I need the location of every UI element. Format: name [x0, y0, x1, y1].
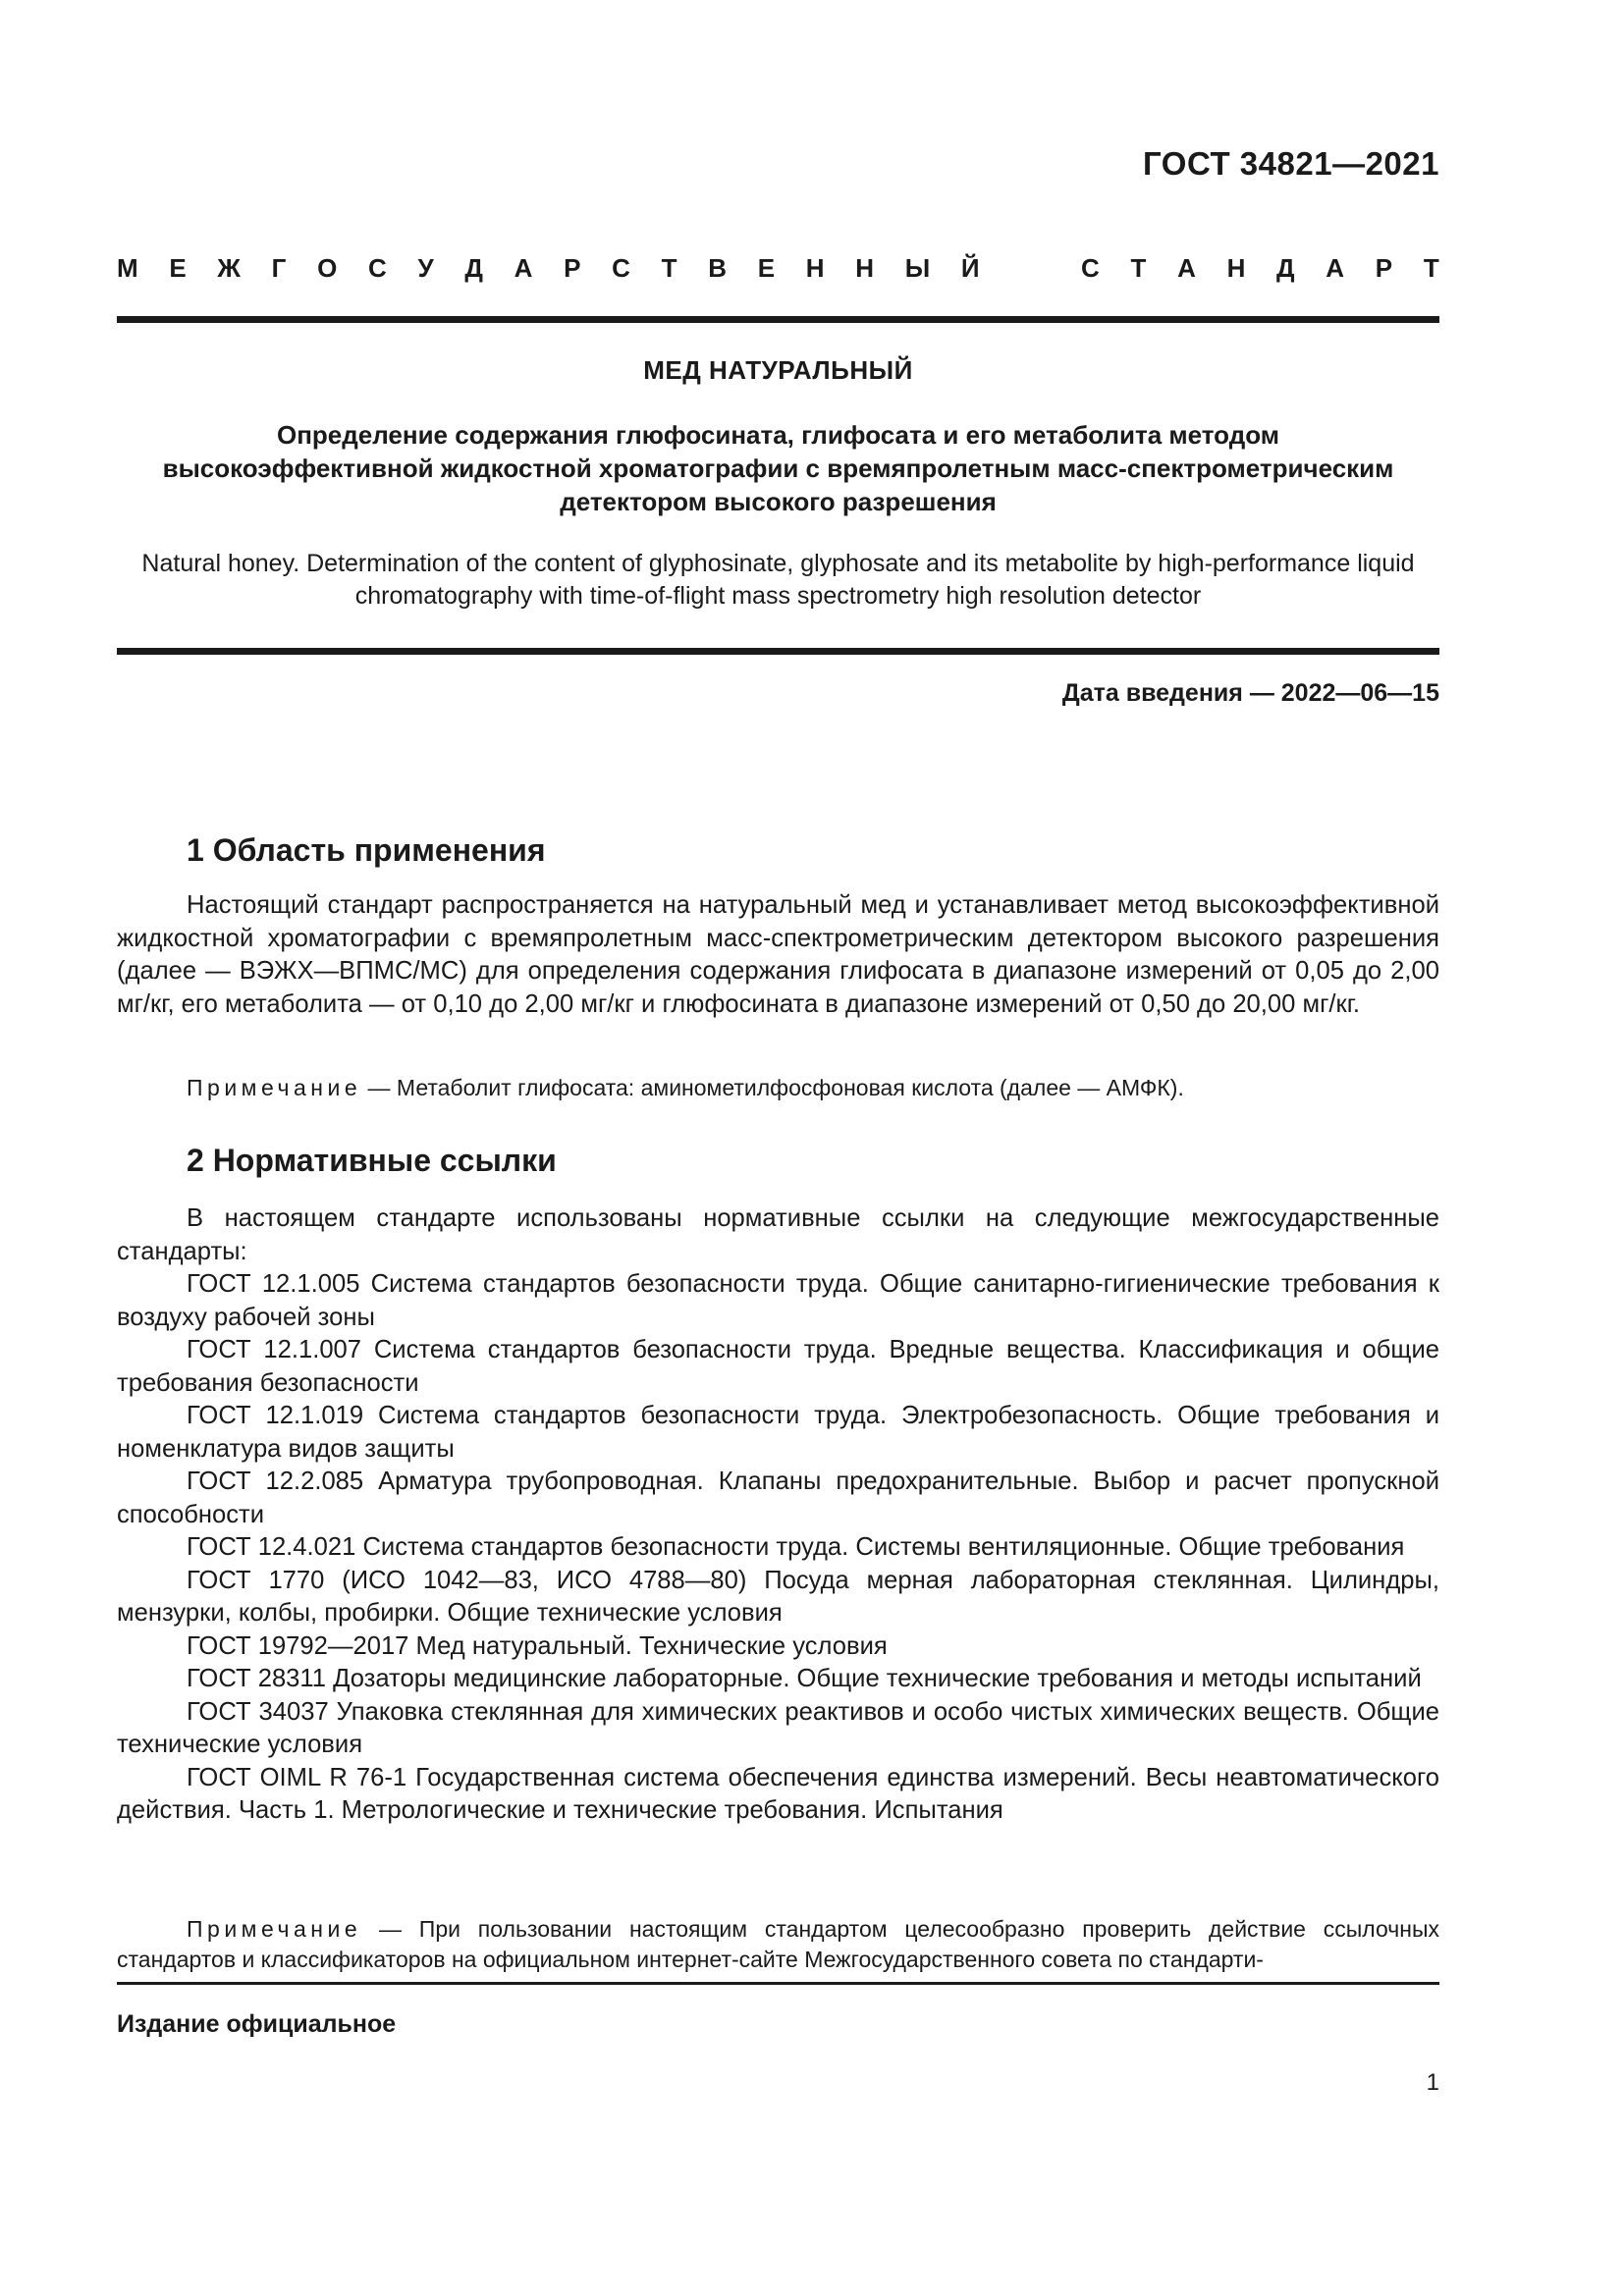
note-text: — Метаболит глифосата: аминометилфосфоновая кислота (далее — АМФК).	[361, 1075, 1184, 1100]
section-heading-references: 2 Нормативные ссылки	[187, 1143, 557, 1178]
scope-paragraph	[117, 889, 1439, 1021]
reference-item: ГОСТ 28311 Дозаторы медицинские лабораторные. Общие технические требования и методы испытаний	[187, 1665, 1422, 1692]
subtitle-line: Определение содержания глюфосината, глифосата и его метаболита методом	[277, 420, 1279, 450]
title-rule	[117, 648, 1439, 655]
interstate-letter: Н	[805, 253, 825, 283]
reference-item: ГОСТ 12.2.085 Арматура трубопроводная. Клапаны предохранительные. Выбор и расчет пропускной способности	[117, 1468, 1439, 1528]
document-title: МЕД НАТУРАЛЬНЫЙ	[643, 355, 913, 385]
interstate-letter: Й	[960, 253, 980, 283]
page-number: 1	[1426, 2069, 1439, 2096]
subtitle-line: высокоэффективной жидкостной хроматографии с времяпролетным масс-спектрометрическим	[162, 454, 1394, 483]
subtitle-line: детектором высокого разрешения	[560, 487, 997, 516]
references-intro: В настоящем стандарте использованы нормативные ссылки на следующие межгосударственные стандарты:	[117, 1204, 1439, 1265]
reference-item: ГОСТ 12.1.019 Система стандартов безопасности труда. Электробезопасность. Общие требования и номенклатура видов защиты	[117, 1402, 1439, 1463]
interstate-letter: Ж	[217, 253, 241, 283]
header-rule	[117, 316, 1439, 323]
word-gap	[1010, 253, 1050, 284]
interstate-letter: Г	[271, 253, 287, 283]
interstate-letter: Т	[1423, 253, 1439, 283]
interstate-letter: А	[1326, 253, 1345, 283]
reference-item: ГОСТ 12.1.007 Система стандартов безопасности труда. Вредные вещества. Классификация и общие требования безопасности	[117, 1336, 1439, 1397]
interstate-letter: Н	[855, 253, 875, 283]
reference-item: ГОСТ 12.4.021 Система стандартов безопасности труда. Системы вентиляционные. Общие требования	[187, 1533, 1405, 1561]
interstate-letter: Р	[564, 253, 581, 283]
interstate-letter: С	[1081, 253, 1100, 283]
reference-item: ГОСТ 1770 (ИСО 1042—83, ИСО 4788—80) Посуда мерная лабораторная стеклянная. Цилиндры, мензурки, колбы, пробирки. Общие технические условия	[117, 1566, 1439, 1627]
standard-number: ГОСТ 34821—2021	[1143, 145, 1439, 182]
references-note	[117, 1914, 1439, 1975]
edition-label: Издание официальное	[117, 2010, 397, 2038]
english-title	[117, 548, 1439, 613]
english-title-line: Natural honey. Determination of the content of glyphosinate, glyphosate and its metabolite by high-performance liquid	[141, 550, 1415, 577]
reference-item: ГОСТ 34037 Упаковка стеклянная для химических реактивов и особо чистых химических веществ. Общие технические условия	[117, 1697, 1439, 1758]
interstate-letter: Ы	[904, 253, 931, 283]
note-label: Примечание	[187, 1075, 362, 1100]
interstate-letter: Р	[1375, 253, 1393, 283]
paragraph-text: Настоящий стандарт распространяется на натуральный мед и устанавливает метод высокоэффективной жидкостной хроматографии с времяпролетным масс-спектрометрическим детектором высокого разрешения (далее — ВЭЖХ—ВПМС/МС) для определения содержания глифосата в диапазоне измерений от 0,05 до 2,00 мг/кг, его метаболита — от 0,10 до 2,00 мг/кг и глюфосината в диапазоне измерений от 0,50 до 20,00 мг/кг.	[117, 891, 1439, 1018]
footer-rule	[117, 1982, 1439, 1985]
interstate-letter: Е	[169, 253, 187, 283]
reference-item: ГОСТ 19792—2017 Мед натуральный. Технические условия	[187, 1631, 888, 1660]
interstate-letter: А	[1177, 253, 1196, 283]
interstate-letter: Е	[757, 253, 776, 283]
interstate-letter: Т	[661, 253, 677, 283]
interstate-letter: Д	[1276, 253, 1295, 283]
note-label: Примечание	[187, 1916, 362, 1942]
scope-note	[117, 1073, 1439, 1103]
document-subtitle	[117, 418, 1439, 518]
introduction-date: Дата введения — 2022—06—15	[1061, 679, 1439, 707]
interstate-letter: М	[117, 253, 138, 283]
interstate-letter: О	[317, 253, 338, 283]
interstate-letter: У	[417, 253, 434, 283]
english-title-line: chromatography with time-of-flight mass spectrometry high resolution detector	[354, 582, 1202, 610]
reference-item: ГОСТ OIML R 76-1 Государственная система обеспечения единства измерений. Весы неавтоматического действия. Часть 1. Метрологические и технические требования. Испытания	[117, 1763, 1439, 1824]
interstate-letter: А	[514, 253, 533, 283]
references-list	[117, 1202, 1439, 1828]
interstate-letter: С	[368, 253, 387, 283]
interstate-standard-label	[117, 253, 1439, 284]
interstate-letter: Т	[1130, 253, 1147, 283]
interstate-letter: Д	[464, 253, 483, 283]
reference-item: ГОСТ 12.1.005 Система стандартов безопасности труда. Общие санитарно-гигиенические требования к воздуху рабочей зоны	[117, 1270, 1439, 1331]
interstate-letter: Н	[1226, 253, 1246, 283]
interstate-letter: В	[708, 253, 728, 283]
interstate-letter: С	[612, 253, 630, 283]
section-heading-scope: 1 Область применения	[187, 832, 546, 868]
note-text: — При пользовании настоящим стандартом целесообразно проверить действие ссылочных стандартов и классификаторов на официальном интернет-сайте Межгосударственного совета по стандарти-	[117, 1916, 1439, 1972]
